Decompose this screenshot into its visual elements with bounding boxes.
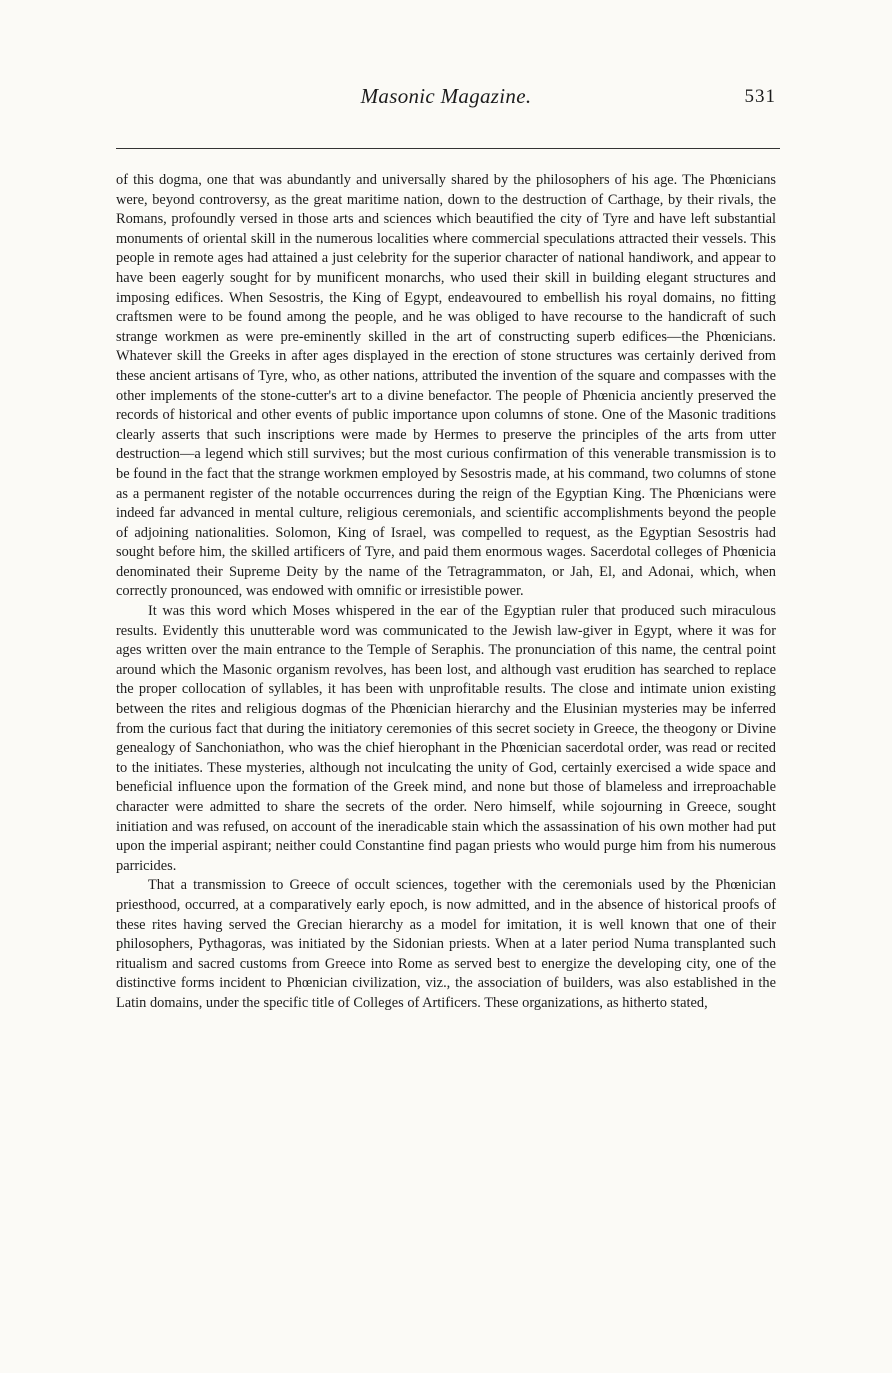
running-title: Masonic Magazine.	[360, 84, 532, 108]
running-head	[116, 82, 776, 112]
page-number: 531	[744, 86, 776, 107]
article-body	[116, 171, 776, 1014]
header-rule	[116, 148, 780, 149]
paragraph-1: of this dogma, one that was abundantly and universally shared by the philosophers of his age. The Phœnicians were, beyond controversy, as the great maritime nation, down to the destruction of Carthage, by their rivals, the Romans, profoundly versed in those arts and sciences which beautified the city of Tyre and have left substantial monuments of oriental skill in the numerous localities where commercial speculations attracted their vessels. This people in remote ages had attained a just celebrity for the superior character of national handiwork, and appear to have been eagerly sought for by munificent monarchs, who used their skill in building elegant structures and imposing edifices. When Sesostris, the King of Egypt, endeavoured to embellish his royal domains, no fitting craftsmen were to be found among the people, and he was obliged to have recourse to the handicraft of such strange workmen as were pre-eminently skilled in the art of constructing superb edifices—the Phœnicians. Whatever skill the Greeks in after ages displayed in the erection of stone structures was certainly derived from these ancient artisans of Tyre, who, as other nations, attributed the invention of the square and compasses with the other implements of the stone-cutter's art to a divine benefactor. The people of Phœnicia anciently preserved the records of historical and other events of public importance upon columns of stone. One of the Masonic traditions clearly asserts that such inscriptions were made by Hermes to preserve the principles of the arts from utter destruction—a legend which still survives; but the most curious confirmation of this venerable transmission is to be found in the fact that the strange workmen employed by Sesostris made, at his command, two columns of stone as a permanent register of the notable occurrences during the reign of the Egyptian King. The Phœnicians were indeed far advanced in mental culture, religious ceremonials, and scientific accomplishments beyond the people of adjoining nationalities. Solomon, King of Israel, was compelled to request, as the Egyptian Sesostris had sought before him, the skilled artificers of Tyre, and paid them enormous wages. Sacerdotal colleges of Phœnicia denominated their Supreme Deity by the name of the Tetragrammaton, or Jah, El, and Adonai, which, when correctly pronounced, was endowed with omnific or irresistible power.	[116, 172, 776, 600]
paragraph-2: It was this word which Moses whispered in the ear of the Egyptian ruler that produced such miraculous results. Evidently this unutterable word was communicated to the Jewish law-giver in Egypt, where it was for ages written over the main entrance to the Temple of Seraphis. The pronunciation of this name, the central point around which the Masonic organism revolves, has been lost, and although vast erudition has searched to replace the proper collocation of syllables, it has been with unprofitable results. The close and intimate union existing between the rites and religious dogmas of the Phœnician hierarchy and the Elusinian mysteries may be inferred from the curious fact that during the initiatory ceremonies of this secret society in Greece, the theogony or Divine genealogy of Sanchoniathon, who was the chief hierophant in the Phœnician sacerdotal order, was read or recited to the initiates. These mysteries, although not inculcating the unity of God, certainly exercised a wide space and beneficial influence upon the formation of the Greek mind, and none but those of blameless and irreproachable character were admitted to share the secrets of the order. Nero himself, while sojourning in Greece, sought initiation and was refused, on account of the ineradicable stain which the assassination of his own mother had put upon the imperial aspirant; neither could Constantine find pagan priests who would purge him from his numerous parricides.	[116, 603, 776, 874]
paragraph-3: That a transmission to Greece of occult sciences, together with the ceremonials used by the Phœnician priesthood, occurred, at a comparatively early epoch, is now admitted, and in the absence of historical proofs of these rites having served the Grecian hierarchy as a model for imitation, it is well known that one of their philosophers, Pythagoras, was initiated by the Sidonian priests. When at a later period Numa transplanted such ritualism and sacred customs from Greece into Rome as served best to energize the developing city, one of the distinctive forms incident to Phœnician civilization, viz., the association of builders, was also established in the Latin domains, under the specific title of Colleges of Artificers. These organizations, as hitherto stated,	[116, 877, 776, 1011]
